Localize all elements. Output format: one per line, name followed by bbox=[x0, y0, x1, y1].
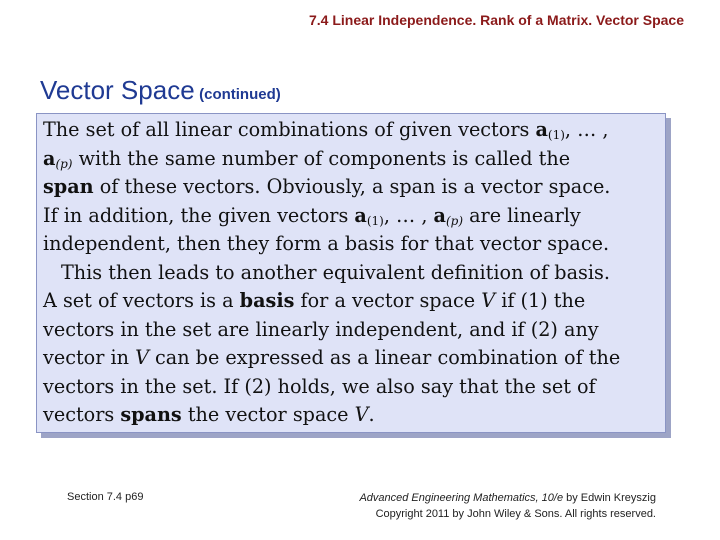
body-text-segment: . bbox=[368, 403, 375, 426]
header-title: 7.4 Linear Independence. Rank of a Matrix. Vector Space bbox=[308, 12, 684, 28]
body-text-segment: of these vectors. Obviously, a span is a vector space. bbox=[93, 175, 611, 198]
body-text-segment: A set of vectors is a bbox=[43, 289, 240, 312]
body-text-segment: a bbox=[535, 118, 548, 141]
body-text-segment: V bbox=[135, 346, 149, 369]
body-text-segment: The set of all linear combinations of given vectors bbox=[43, 118, 536, 141]
slide-title-subtitle: (continued) bbox=[199, 86, 281, 103]
body-text-segment: a bbox=[43, 146, 56, 170]
footer-copyright: Copyright 2011 by John Wiley & Sons. All rights reserved. bbox=[375, 508, 656, 520]
slide-title-main: Vector Space bbox=[40, 75, 195, 105]
body-text-segment: independent, then they form a basis for that vector space. bbox=[43, 232, 610, 255]
body-text-segment: can be expressed as a linear combination of the bbox=[148, 346, 621, 369]
body-text-segment: a bbox=[354, 203, 367, 227]
body-text-segment: with the same number of components is called the bbox=[72, 146, 571, 170]
footer-book-line bbox=[359, 490, 656, 506]
body-text-segment: (p) bbox=[445, 213, 463, 228]
body-text-segment: This then leads to another equivalent definition of basis. bbox=[61, 260, 610, 284]
body-text-segment: vectors in the set. If (2) holds, we also say that the set of bbox=[43, 374, 596, 398]
body-text-segment: vectors bbox=[43, 403, 121, 426]
body-text-segment: span bbox=[43, 175, 94, 198]
body-text-segment: vectors in the set are linearly independent, and if (2) any bbox=[43, 317, 599, 341]
body-text-segment: are linearly bbox=[463, 203, 581, 227]
content-box bbox=[36, 113, 666, 433]
body-text-segment: (p) bbox=[55, 156, 73, 171]
body-text-segment: V bbox=[481, 289, 496, 312]
footer-credits bbox=[359, 490, 656, 522]
body-text-segment: basis bbox=[239, 289, 295, 312]
body-text-segment: (1) bbox=[547, 128, 565, 142]
body-text-segment: , … , bbox=[383, 203, 434, 227]
body-text-segment: (1) bbox=[366, 213, 384, 228]
footer-author: by Edwin Kreyszig bbox=[563, 492, 656, 504]
slide-title bbox=[40, 75, 281, 106]
body-text bbox=[43, 116, 659, 430]
body-text-segment: , … , bbox=[564, 118, 609, 141]
body-text-segment: a bbox=[433, 203, 446, 227]
footer-book-title: Advanced Engineering Mathematics, 10/e bbox=[359, 492, 564, 504]
body-text-segment: If in addition, the given vectors bbox=[43, 203, 355, 227]
body-text-segment: if (1) the bbox=[495, 289, 586, 312]
body-text-segment: spans bbox=[120, 403, 182, 426]
footer-section-ref: Section 7.4 p69 bbox=[67, 491, 144, 503]
body-text-segment: V bbox=[354, 403, 369, 426]
body-text-segment: for a vector space bbox=[294, 289, 482, 312]
body-text-segment: the vector space bbox=[181, 403, 355, 426]
body-text-segment: vector in bbox=[43, 346, 136, 369]
